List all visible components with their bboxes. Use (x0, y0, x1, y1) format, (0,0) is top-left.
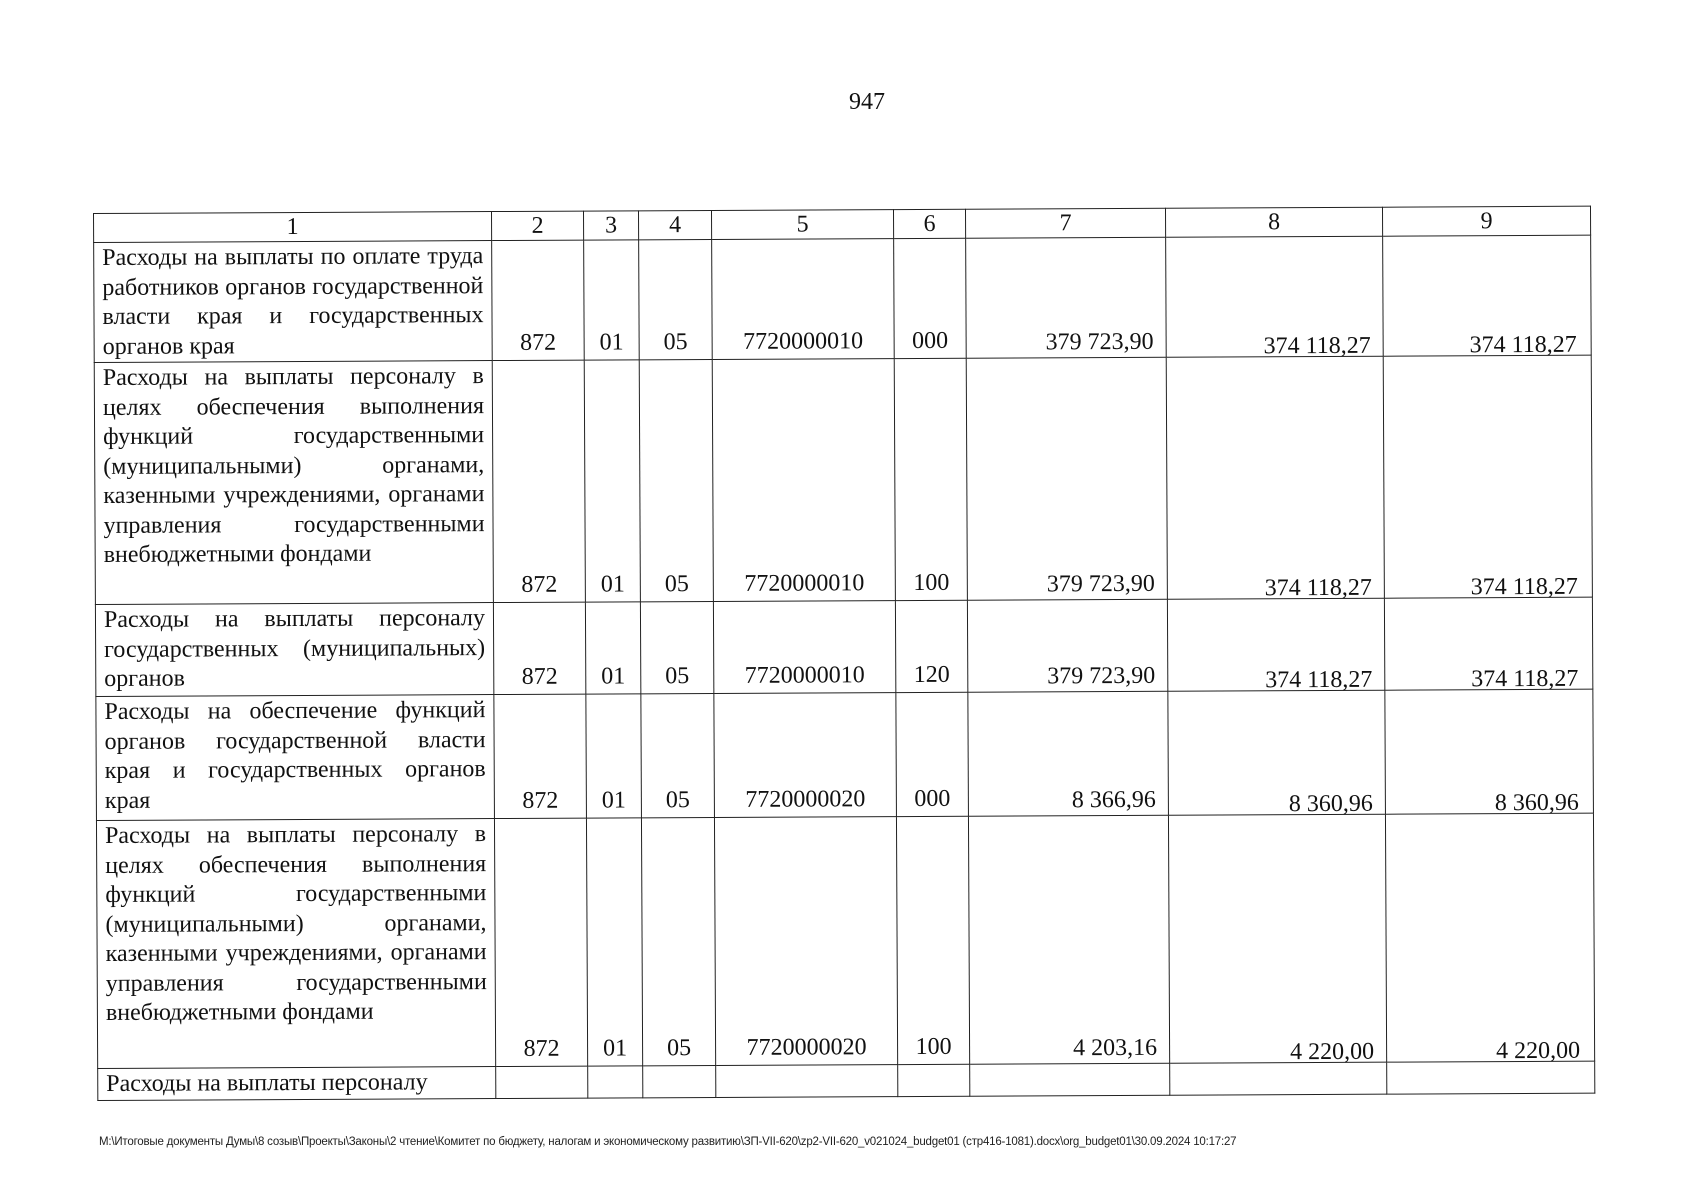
column-number: 3 (583, 211, 638, 240)
target-article-code: 7720000010 (712, 359, 895, 602)
section-code: 01 (586, 818, 642, 1066)
empty-cell (898, 1064, 970, 1096)
expense-description: Расходы на выплаты по оплате труда работников органов государственной власти края и государственных органов края (94, 241, 493, 363)
subsection-code: 05 (641, 817, 715, 1065)
amount-col9: 374 118,27 (1383, 360, 1592, 603)
amount-col7: 8 366,96 (968, 691, 1169, 816)
subsection-code: 05 (640, 601, 713, 693)
expense-type-code: 120 (895, 600, 967, 692)
target-article-code: 7720000020 (714, 693, 897, 818)
subsection-code: 05 (639, 359, 713, 601)
section-code: 01 (585, 602, 640, 694)
table-row (95, 597, 1592, 696)
amount-col9: 4 220,00 (1385, 818, 1594, 1067)
empty-cell (643, 1065, 716, 1097)
table-row (96, 689, 1594, 820)
column-number: 6 (893, 209, 965, 238)
column-number: 5 (711, 210, 893, 240)
ministry-code: 872 (492, 240, 585, 360)
ministry-code: 872 (492, 360, 585, 602)
target-article-code: 7720000010 (712, 239, 895, 360)
table-row (96, 813, 1594, 1068)
budget-table (93, 206, 1595, 1101)
subsection-code: 05 (641, 693, 715, 817)
section-code: 01 (584, 240, 640, 360)
empty-cell (588, 1066, 643, 1098)
expense-description: Расходы на выплаты персоналу в целях обеспечения выполнения функций государственными (муниципальными) органами, казенными учреждениями, органами управления государственными внебюджетными фондами (96, 819, 495, 1069)
expense-type-code: 100 (894, 358, 967, 600)
amount-col9: 8 360,96 (1385, 694, 1594, 819)
section-code: 01 (586, 694, 642, 818)
amount-col8: 4 220,00 (1168, 819, 1386, 1068)
table-row (94, 355, 1592, 604)
empty-cell (970, 1063, 1170, 1095)
subsection-code: 05 (639, 239, 713, 359)
column-number: 7 (965, 208, 1165, 238)
amount-col9: 374 118,27 (1383, 240, 1592, 361)
column-number: 8 (1165, 207, 1382, 237)
column-number: 2 (491, 211, 583, 240)
ministry-code: 872 (494, 818, 587, 1066)
column-number: 9 (1382, 206, 1590, 236)
amount-col7: 379 723,90 (967, 599, 1167, 692)
amount-col7: 379 723,90 (966, 357, 1167, 600)
expense-type-code: 000 (896, 692, 969, 816)
ministry-code: 872 (494, 694, 587, 818)
empty-cell (496, 1066, 588, 1098)
section-code: 01 (584, 360, 640, 602)
amount-col8: 374 118,27 (1166, 241, 1384, 362)
expense-type-code: 000 (894, 238, 967, 358)
expense-description: Расходы на выплаты персоналу (98, 1067, 496, 1100)
column-number: 1 (94, 212, 492, 243)
target-article-code: 7720000020 (714, 817, 897, 1066)
amount-col8: 374 118,27 (1166, 361, 1384, 604)
expense-type-code: 100 (896, 816, 969, 1064)
ministry-code: 872 (493, 602, 585, 694)
amount-col8: 374 118,27 (1167, 603, 1384, 696)
amount-col8: 8 360,96 (1168, 695, 1386, 820)
table-row (94, 235, 1592, 362)
expense-description: Расходы на обеспечение функций органов государственной власти края и государственных органов края (96, 695, 495, 821)
amount-col7: 4 203,16 (968, 815, 1169, 1064)
page-number: 947 (849, 89, 885, 115)
empty-cell (716, 1065, 898, 1097)
target-article-code: 7720000010 (713, 601, 895, 694)
amount-col9: 374 118,27 (1384, 602, 1592, 695)
amount-col7: 379 723,90 (966, 237, 1167, 358)
column-number: 4 (638, 210, 711, 239)
table-header-row (94, 206, 1591, 242)
expense-description: Расходы на выплаты персоналу в целях обеспечения выполнения функций государственными (муниципальными) органами, казенными учреждениями, органами управления государственными внебюджетными фондами (94, 361, 493, 605)
file-path-footer: M:\Итоговые документы Думы\8 созыв\Проекты\Законы\2 чтение\Комитет по бюджету, налогам и экономическому развитию\ЗП-VII-620\zp2-VII-620_v021024_budget01 (стр416-1081).docx\org_budget01\30.09.2024 10:17:27 (99, 1136, 1237, 1148)
expense-description: Расходы на выплаты персоналу государственных (муниципальных) органов (95, 603, 493, 697)
